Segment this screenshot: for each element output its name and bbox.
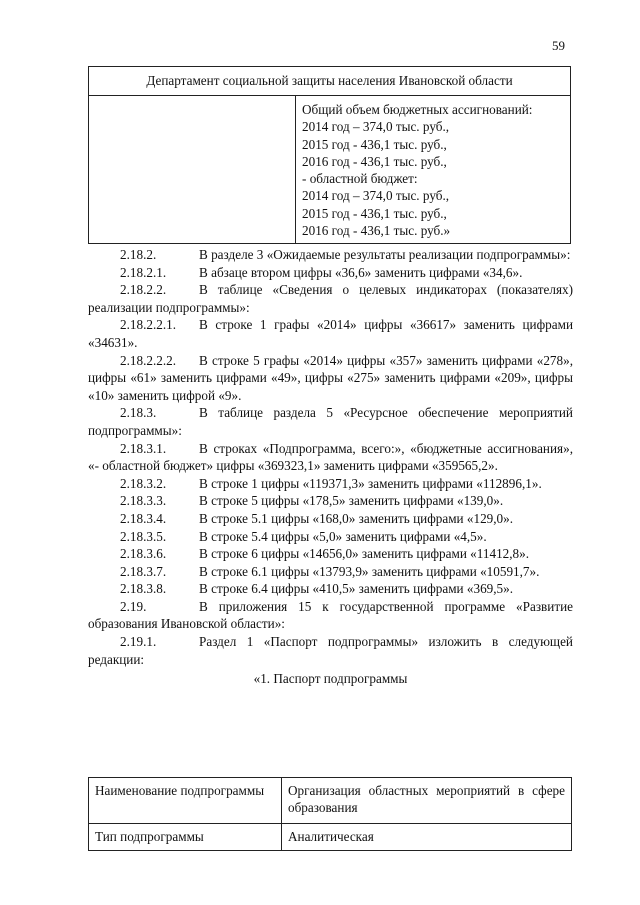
paragraph-number: 2.18.3.7. [120,563,167,579]
budget-line: Общий объем бюджетных ассигнований: [302,102,533,117]
page-number: 59 [552,38,565,53]
budget-line: 2015 год - 436,1 тыс. руб., [302,136,447,152]
passport-value: Организация областных мероприятий в сфере образования [282,778,572,824]
passport-label: Наименование подпрограммы [89,778,282,824]
paragraph-text: В строке 5 цифры «178,5» заменить цифрами «139,0». [199,493,504,509]
paragraph-text: В строке 5.1 цифры «168,0» заменить цифрами «129,0». [199,510,514,526]
paragraph-number: 2.18.2.2.1. [120,317,177,333]
paragraph-text: В таблице раздела 5 «Ресурсное обеспечение мероприятий подпрограммы»: [88,405,573,438]
paragraph [88,281,573,316]
paragraph [88,633,573,668]
paragraph-text: В абзаце втором цифры «36,6» заменить цифрами «34,6». [199,264,523,280]
budget-line: 2015 год - 436,1 тыс. руб., [302,205,447,221]
paragraph [88,510,573,528]
paragraph-text: В строке 6 цифры «14656,0» заменить цифрами «11412,8». [199,546,530,562]
paragraph-number: 2.18.3.2. [120,475,167,491]
paragraph-number: 2.18.3.1. [120,440,167,456]
paragraph-text: В строке 5.4 цифры «5,0» заменить цифрами «4,5». [199,528,487,544]
budget-line: 2016 год - 436,1 тыс. руб., [302,153,447,169]
paragraph [88,580,573,598]
paragraph-text: В строке 1 цифры «119371,3» заменить цифрами «112896,1». [199,475,542,491]
paragraph-text: В разделе 3 «Ожидаемые результаты реализации подпрограммы»: [199,247,571,262]
paragraph [88,492,573,510]
table-row [89,778,572,824]
paragraph [88,528,573,546]
paragraph-number: 2.18.3. [120,405,157,421]
paragraph [88,404,573,439]
department-header: Департамент социальной защиты населения Ивановской области [89,67,571,96]
passport-value: Аналитическая [282,824,572,851]
paragraph-text: В строке 6.1 цифры «13793,9» заменить цифрами «10591,7». [199,563,540,579]
paragraph-number: 2.18.2.2. [120,282,167,298]
paragraph-number: 2.18.3.8. [120,581,167,597]
paragraph-number: 2.18.2.1. [120,264,167,280]
paragraph-number: 2.19. [120,598,147,614]
paragraph [88,316,573,351]
paragraph [88,264,573,282]
passport-table [88,777,572,851]
paragraph [88,246,573,264]
paragraph [88,563,573,581]
section-heading: «1. Паспорт подпрограммы [253,671,408,687]
paragraph [88,475,573,493]
department-table [88,66,571,244]
paragraph-text: Раздел 1 «Паспорт подпрограммы» изложить в следующей редакции: [88,634,573,667]
paragraph [88,352,573,405]
paragraph [88,440,573,475]
budget-line: 2016 год - 436,1 тыс. руб.» [302,223,451,239]
budget-line: - областной бюджет: [302,171,418,187]
paragraph-text: В таблице «Сведения о целевых индикаторах (показателях) реализации подпрограммы»: [88,282,573,315]
budget-cell [296,96,571,244]
paragraph-text: В строке 6.4 цифры «410,5» заменить цифрами «369,5». [199,581,514,597]
paragraph-number: 2.18.3.6. [120,546,167,562]
paragraph-text: В строках «Подпрограмма, всего:», «бюджетные ассигнования», «- областной бюджет» цифры «369323,1» заменить цифрами «359565,2». [88,440,573,474]
budget-line: 2014 год – 374,0 тыс. руб., [302,188,450,204]
paragraph-text: В строке 5 графы «2014» цифры «357» заменить цифрами «278», цифры «61» заменить цифрами «49», цифры «275» заменить цифрами «209», цифры «10» заменить цифрой «9». [88,352,573,403]
paragraph-number: 2.19.1. [120,634,157,650]
budget-line: 2014 год – 374,0 тыс. руб., [302,119,450,135]
document-body [88,246,573,688]
paragraph-number: 2.18.3.5. [120,528,167,544]
table-row [89,824,572,851]
department-empty-cell [89,96,296,244]
paragraph [88,545,573,563]
passport-label: Тип подпрограммы [89,824,282,851]
paragraph-text: В строке 1 графы «2014» цифры «36617» заменить цифрами «34631». [88,317,573,350]
paragraph-text: В приложения 15 к государственной программе «Развитие образования Ивановской области»: [88,598,573,632]
paragraph-number: 2.18.2.2.2. [120,352,177,368]
paragraph [88,598,573,633]
paragraph-number: 2.18.3.3. [120,493,167,509]
paragraph-number: 2.18.3.4. [120,510,167,526]
paragraph-number: 2.18.2. [120,247,157,262]
